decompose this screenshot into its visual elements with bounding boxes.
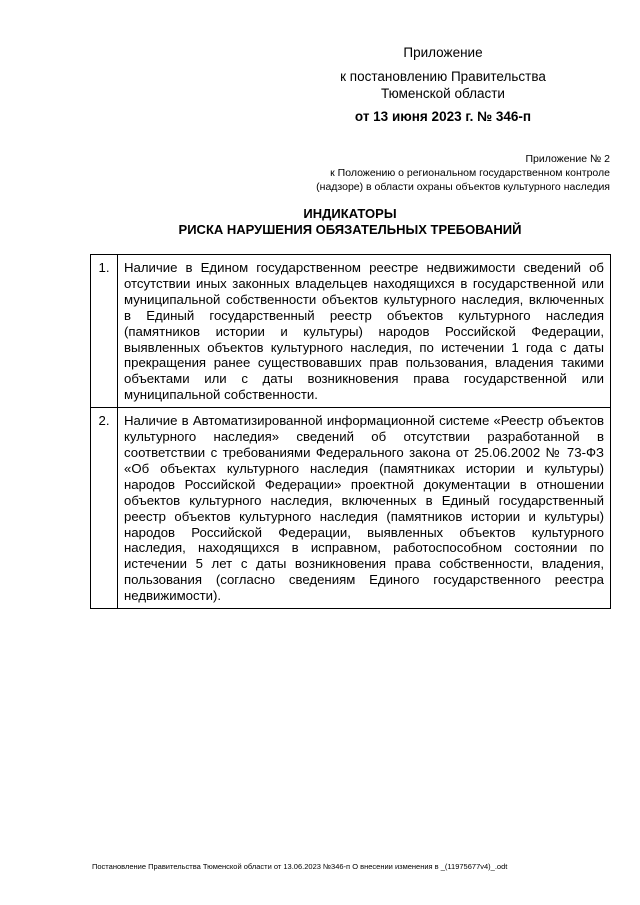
appendix-2-line-1: к Положению о региональном государственном контроле xyxy=(330,167,610,179)
appendix-header xyxy=(308,44,578,125)
indicator-text: Наличие в Едином государственном реестре недвижимости сведений об отсутствии иных законных владельцев находящихся в государственной или муниципальной собственности объектов культурного наследия, включенных в Единый государственный реестр объектов культурного наследия (памятников истории и культуры) народов Российской Федерации, выявленных объектов культурного наследия, по истечении 1 года с даты прекращения ранее существовавших прав пользования, владения такими объектами или с даты возникновения права государственной или муниципальной собственности. xyxy=(118,255,611,408)
table-row xyxy=(91,408,611,609)
appendix-title: Приложение xyxy=(403,45,483,60)
indicators-table xyxy=(90,254,611,609)
table-row xyxy=(91,255,611,408)
heading-line-1: ИНДИКАТОРЫ xyxy=(303,206,397,221)
resolution-date: от 13 июня 2023 г. № 346-п xyxy=(354,109,532,124)
page-footer: Постановление Правительства Тюменской области от 13.06.2023 №346-п О внесении изменения в _(11975677v4)_.odt xyxy=(92,862,508,871)
appendix-line-2: Тюменской области xyxy=(381,86,505,101)
row-number: 2. xyxy=(91,408,118,609)
indicator-text: Наличие в Автоматизированной информационной системе «Реестр объектов культурного наследия» сведений об отсутствии разработанной в соответствии с требованиями Федерального закона от 25.06.2002 № 73-ФЗ «Об объектах культурного наследия (памятниках истории и культуры) народов Российской Федерации» проектной документации в отношении объектов культурного наследия, включенных в Единый государственный реестр объектов культурного наследия (памятников истории и культуры) народов Российской Федерации, выявленных объектов культурного наследия, находящихся в исправном, работоспособном состоянии по истечении 5 лет с даты возникновения права собственности, владения, пользования (согласно сведениям Единого государственного реестра недвижимости). xyxy=(118,408,611,609)
heading-line-2: РИСКА НАРУШЕНИЯ ОБЯЗАТЕЛЬНЫХ ТРЕБОВАНИЙ xyxy=(178,222,522,237)
row-number: 1. xyxy=(91,255,118,408)
appendix-2-title: Приложение № 2 xyxy=(525,153,610,165)
appendix-2-header xyxy=(316,152,610,194)
appendix-line-1: к постановлению Правительства xyxy=(340,69,546,84)
appendix-2-line-2: (надзоре) в области охраны объектов культурного наследия xyxy=(316,181,610,193)
document-heading xyxy=(90,206,610,238)
